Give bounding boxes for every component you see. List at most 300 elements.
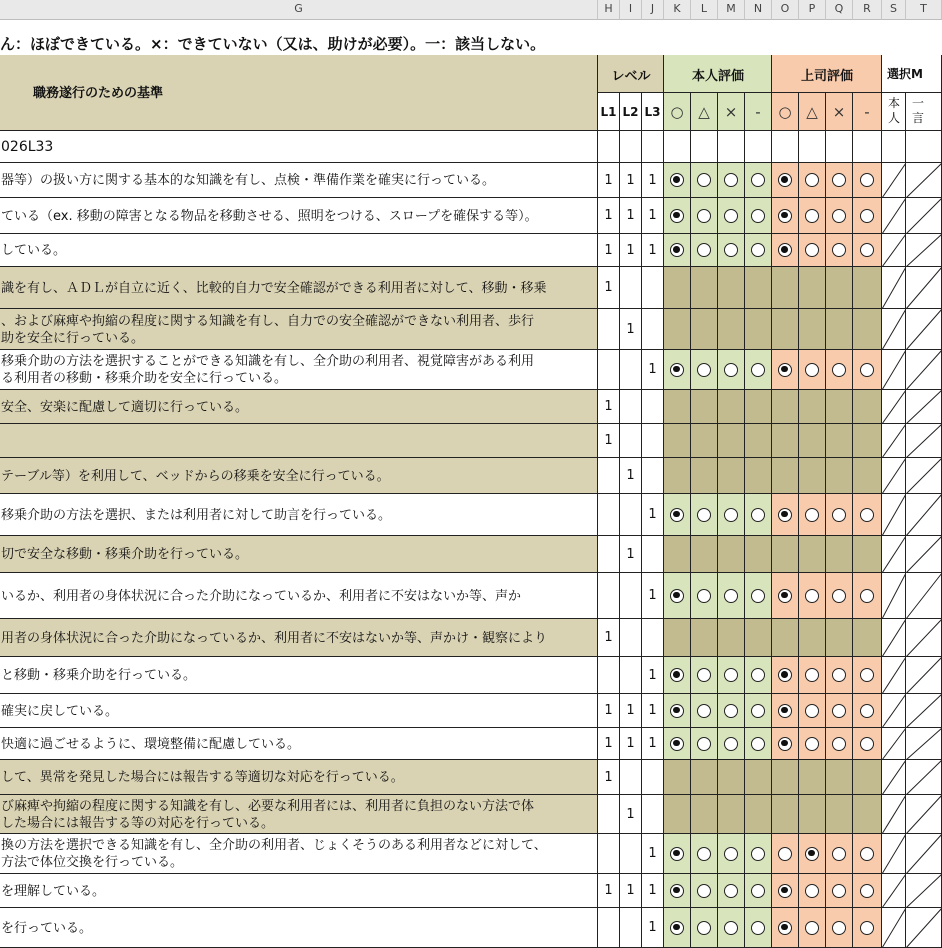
level-cell[interactable] [642, 424, 664, 458]
level-cell[interactable]: 1 [620, 234, 642, 267]
boss-eval-cell[interactable] [853, 834, 882, 874]
select-cell[interactable] [906, 694, 942, 728]
radio-button[interactable] [697, 508, 711, 522]
self-eval-cell[interactable] [718, 834, 745, 874]
level-cell[interactable]: 1 [598, 267, 620, 309]
column-letter[interactable]: I [620, 0, 642, 20]
self-eval-cell[interactable] [691, 795, 718, 834]
select-cell[interactable] [882, 834, 906, 874]
radio-button[interactable] [832, 847, 846, 861]
self-eval-cell[interactable] [664, 908, 691, 948]
radio-button[interactable] [724, 508, 738, 522]
level-cell[interactable] [620, 350, 642, 390]
level-cell[interactable] [642, 619, 664, 657]
self-eval-cell[interactable] [745, 234, 772, 267]
boss-eval-cell[interactable] [826, 536, 853, 573]
self-eval-cell[interactable] [745, 198, 772, 234]
select-cell[interactable] [882, 131, 906, 163]
select-cell[interactable] [882, 424, 906, 458]
select-cell[interactable] [882, 874, 906, 908]
boss-eval-cell[interactable] [799, 694, 826, 728]
level-cell[interactable]: 1 [642, 573, 664, 619]
level-cell[interactable] [620, 131, 642, 163]
radio-button[interactable] [778, 704, 792, 718]
self-eval-cell[interactable] [691, 494, 718, 536]
select-cell[interactable] [906, 267, 942, 309]
radio-button[interactable] [670, 921, 684, 935]
level-cell[interactable] [598, 131, 620, 163]
self-eval-cell[interactable] [718, 163, 745, 198]
self-eval-cell[interactable] [718, 458, 745, 494]
radio-button[interactable] [751, 884, 765, 898]
radio-button[interactable] [670, 884, 684, 898]
self-eval-cell[interactable] [664, 458, 691, 494]
boss-eval-cell[interactable] [826, 198, 853, 234]
radio-button[interactable] [832, 737, 846, 751]
criteria-cell[interactable] [0, 795, 598, 834]
select-cell[interactable] [906, 424, 942, 458]
radio-button[interactable] [832, 668, 846, 682]
self-eval-cell[interactable] [718, 131, 745, 163]
radio-button[interactable] [860, 884, 874, 898]
self-eval-cell[interactable] [664, 760, 691, 795]
self-eval-cell[interactable] [718, 309, 745, 350]
select-cell[interactable] [906, 619, 942, 657]
self-eval-cell[interactable] [718, 390, 745, 424]
level-cell[interactable] [620, 657, 642, 694]
boss-eval-cell[interactable] [826, 694, 853, 728]
criteria-cell[interactable] [0, 309, 598, 350]
self-eval-cell[interactable] [664, 694, 691, 728]
radio-button[interactable] [697, 921, 711, 935]
column-letter[interactable]: R [853, 0, 882, 20]
self-eval-cell[interactable] [745, 874, 772, 908]
self-eval-cell[interactable] [718, 694, 745, 728]
radio-button[interactable] [805, 884, 819, 898]
select-cell[interactable] [882, 536, 906, 573]
criteria-cell[interactable] [0, 198, 598, 234]
boss-eval-cell[interactable] [772, 536, 799, 573]
self-eval-cell[interactable] [664, 390, 691, 424]
select-cell[interactable] [882, 795, 906, 834]
level-cell[interactable]: 1 [620, 694, 642, 728]
level-cell[interactable] [620, 424, 642, 458]
boss-eval-cell[interactable] [772, 234, 799, 267]
radio-button[interactable] [805, 847, 819, 861]
column-letter[interactable]: N [745, 0, 772, 20]
radio-button[interactable] [778, 847, 792, 861]
radio-button[interactable] [778, 508, 792, 522]
level-cell[interactable] [642, 309, 664, 350]
select-cell[interactable] [882, 390, 906, 424]
self-eval-cell[interactable] [745, 760, 772, 795]
boss-eval-cell[interactable] [799, 458, 826, 494]
self-eval-cell[interactable] [691, 619, 718, 657]
self-eval-cell[interactable] [718, 573, 745, 619]
boss-eval-cell[interactable] [853, 908, 882, 948]
boss-eval-cell[interactable] [826, 234, 853, 267]
level-cell[interactable]: 1 [642, 198, 664, 234]
radio-button[interactable] [697, 173, 711, 187]
boss-eval-cell[interactable] [772, 619, 799, 657]
select-cell[interactable] [906, 458, 942, 494]
select-cell[interactable] [906, 163, 942, 198]
select-cell[interactable] [906, 795, 942, 834]
radio-button[interactable] [724, 921, 738, 935]
radio-button[interactable] [751, 704, 765, 718]
radio-button[interactable] [832, 243, 846, 257]
boss-eval-cell[interactable] [799, 390, 826, 424]
boss-eval-cell[interactable] [772, 795, 799, 834]
select-cell[interactable] [882, 657, 906, 694]
radio-button[interactable] [751, 589, 765, 603]
level-cell[interactable]: 1 [620, 198, 642, 234]
select-cell[interactable] [906, 198, 942, 234]
self-eval-cell[interactable] [691, 536, 718, 573]
self-eval-cell[interactable] [718, 350, 745, 390]
self-eval-cell[interactable] [664, 536, 691, 573]
radio-button[interactable] [832, 884, 846, 898]
boss-eval-cell[interactable] [799, 760, 826, 795]
column-letter[interactable]: T [906, 0, 942, 20]
radio-button[interactable] [697, 668, 711, 682]
level-cell[interactable]: 1 [642, 234, 664, 267]
select-cell[interactable] [882, 267, 906, 309]
select-cell[interactable] [882, 458, 906, 494]
level-cell[interactable] [620, 573, 642, 619]
self-eval-cell[interactable] [718, 536, 745, 573]
boss-eval-cell[interactable] [826, 494, 853, 536]
boss-eval-cell[interactable] [826, 350, 853, 390]
boss-eval-cell[interactable] [772, 424, 799, 458]
boss-eval-cell[interactable] [853, 657, 882, 694]
boss-eval-cell[interactable] [772, 309, 799, 350]
radio-button[interactable] [860, 508, 874, 522]
self-eval-cell[interactable] [691, 458, 718, 494]
radio-button[interactable] [724, 704, 738, 718]
self-eval-cell[interactable] [691, 267, 718, 309]
radio-button[interactable] [832, 209, 846, 223]
radio-button[interactable] [860, 704, 874, 718]
boss-eval-cell[interactable] [772, 694, 799, 728]
radio-button[interactable] [860, 243, 874, 257]
self-eval-cell[interactable] [745, 536, 772, 573]
self-eval-cell[interactable] [745, 619, 772, 657]
self-eval-cell[interactable] [664, 573, 691, 619]
boss-eval-cell[interactable] [853, 198, 882, 234]
radio-button[interactable] [697, 737, 711, 751]
column-letter[interactable]: P [799, 0, 826, 20]
self-eval-cell[interactable] [664, 163, 691, 198]
level-cell[interactable] [598, 834, 620, 874]
level-cell[interactable] [598, 795, 620, 834]
level-cell[interactable] [642, 536, 664, 573]
level-cell[interactable] [642, 458, 664, 494]
self-eval-cell[interactable] [745, 795, 772, 834]
boss-eval-cell[interactable] [799, 728, 826, 760]
radio-button[interactable] [751, 847, 765, 861]
radio-button[interactable] [778, 921, 792, 935]
level-cell[interactable] [642, 267, 664, 309]
self-eval-cell[interactable] [664, 234, 691, 267]
criteria-cell[interactable] [0, 458, 598, 494]
select-cell[interactable] [882, 908, 906, 948]
radio-button[interactable] [860, 363, 874, 377]
criteria-cell[interactable] [0, 494, 598, 536]
level-cell[interactable]: 1 [598, 728, 620, 760]
self-eval-cell[interactable] [745, 458, 772, 494]
radio-button[interactable] [751, 508, 765, 522]
boss-eval-cell[interactable] [826, 619, 853, 657]
radio-button[interactable] [805, 668, 819, 682]
criteria-cell[interactable] [0, 234, 598, 267]
criteria-cell[interactable] [0, 390, 598, 424]
select-cell[interactable] [882, 350, 906, 390]
select-cell[interactable] [906, 760, 942, 795]
radio-button[interactable] [751, 243, 765, 257]
boss-eval-cell[interactable] [826, 390, 853, 424]
self-eval-cell[interactable] [718, 657, 745, 694]
select-cell[interactable] [882, 760, 906, 795]
level-cell[interactable]: 1 [642, 657, 664, 694]
level-cell[interactable] [620, 908, 642, 948]
boss-eval-cell[interactable] [826, 131, 853, 163]
boss-eval-cell[interactable] [826, 309, 853, 350]
self-eval-cell[interactable] [691, 728, 718, 760]
level-cell[interactable]: 1 [598, 694, 620, 728]
radio-button[interactable] [805, 243, 819, 257]
boss-eval-cell[interactable] [772, 874, 799, 908]
level-cell[interactable]: 1 [642, 350, 664, 390]
level-cell[interactable] [642, 131, 664, 163]
boss-eval-cell[interactable] [853, 131, 882, 163]
boss-eval-cell[interactable] [853, 874, 882, 908]
self-eval-cell[interactable] [745, 163, 772, 198]
select-cell[interactable] [882, 573, 906, 619]
level-cell[interactable]: 1 [620, 795, 642, 834]
radio-button[interactable] [860, 737, 874, 751]
boss-eval-cell[interactable] [799, 795, 826, 834]
boss-eval-cell[interactable] [799, 163, 826, 198]
column-letter[interactable]: H [598, 0, 620, 20]
criteria-cell[interactable] [0, 619, 598, 657]
select-cell[interactable] [906, 728, 942, 760]
radio-button[interactable] [670, 847, 684, 861]
boss-eval-cell[interactable] [853, 267, 882, 309]
boss-eval-cell[interactable] [826, 908, 853, 948]
boss-eval-cell[interactable] [799, 350, 826, 390]
level-cell[interactable] [598, 657, 620, 694]
criteria-cell[interactable] [0, 874, 598, 908]
radio-button[interactable] [751, 173, 765, 187]
radio-button[interactable] [860, 668, 874, 682]
select-cell[interactable] [906, 494, 942, 536]
select-cell[interactable] [882, 494, 906, 536]
criteria-cell[interactable] [0, 131, 598, 163]
self-eval-cell[interactable] [664, 350, 691, 390]
boss-eval-cell[interactable] [826, 573, 853, 619]
select-cell[interactable] [906, 834, 942, 874]
self-eval-cell[interactable] [745, 834, 772, 874]
boss-eval-cell[interactable] [853, 536, 882, 573]
criteria-cell[interactable] [0, 424, 598, 458]
level-cell[interactable] [620, 267, 642, 309]
radio-button[interactable] [860, 847, 874, 861]
select-cell[interactable] [882, 163, 906, 198]
level-cell[interactable]: 1 [620, 874, 642, 908]
self-eval-cell[interactable] [691, 694, 718, 728]
self-eval-cell[interactable] [718, 874, 745, 908]
level-cell[interactable] [598, 536, 620, 573]
boss-eval-cell[interactable] [826, 424, 853, 458]
self-eval-cell[interactable] [691, 760, 718, 795]
self-eval-cell[interactable] [664, 728, 691, 760]
self-eval-cell[interactable] [691, 198, 718, 234]
radio-button[interactable] [778, 737, 792, 751]
boss-eval-cell[interactable] [826, 874, 853, 908]
level-cell[interactable] [598, 908, 620, 948]
criteria-cell[interactable] [0, 760, 598, 795]
boss-eval-cell[interactable] [853, 494, 882, 536]
level-cell[interactable] [642, 795, 664, 834]
boss-eval-cell[interactable] [772, 908, 799, 948]
criteria-cell[interactable] [0, 908, 598, 948]
boss-eval-cell[interactable] [853, 234, 882, 267]
self-eval-cell[interactable] [691, 657, 718, 694]
radio-button[interactable] [670, 173, 684, 187]
radio-button[interactable] [860, 173, 874, 187]
self-eval-cell[interactable] [745, 424, 772, 458]
radio-button[interactable] [751, 363, 765, 377]
boss-eval-cell[interactable] [799, 494, 826, 536]
level-cell[interactable] [598, 573, 620, 619]
boss-eval-cell[interactable] [799, 267, 826, 309]
boss-eval-cell[interactable] [772, 657, 799, 694]
radio-button[interactable] [778, 589, 792, 603]
radio-button[interactable] [670, 508, 684, 522]
radio-button[interactable] [751, 209, 765, 223]
column-letter[interactable]: L [691, 0, 718, 20]
select-cell[interactable] [906, 657, 942, 694]
level-cell[interactable]: 1 [598, 619, 620, 657]
self-eval-cell[interactable] [718, 234, 745, 267]
radio-button[interactable] [724, 737, 738, 751]
boss-eval-cell[interactable] [853, 163, 882, 198]
level-cell[interactable]: 1 [642, 728, 664, 760]
boss-eval-cell[interactable] [772, 267, 799, 309]
self-eval-cell[interactable] [718, 198, 745, 234]
criteria-cell[interactable] [0, 573, 598, 619]
level-cell[interactable] [598, 458, 620, 494]
level-cell[interactable] [620, 390, 642, 424]
self-eval-cell[interactable] [718, 760, 745, 795]
boss-eval-cell[interactable] [853, 573, 882, 619]
boss-eval-cell[interactable] [772, 198, 799, 234]
boss-eval-cell[interactable] [772, 494, 799, 536]
boss-eval-cell[interactable] [772, 728, 799, 760]
radio-button[interactable] [832, 508, 846, 522]
radio-button[interactable] [724, 589, 738, 603]
boss-eval-cell[interactable] [826, 728, 853, 760]
boss-eval-cell[interactable] [799, 309, 826, 350]
radio-button[interactable] [724, 243, 738, 257]
radio-button[interactable] [751, 921, 765, 935]
boss-eval-cell[interactable] [826, 657, 853, 694]
column-letter[interactable]: M [718, 0, 745, 20]
self-eval-cell[interactable] [718, 424, 745, 458]
self-eval-cell[interactable] [718, 494, 745, 536]
level-cell[interactable] [620, 494, 642, 536]
self-eval-cell[interactable] [745, 267, 772, 309]
radio-button[interactable] [778, 884, 792, 898]
self-eval-cell[interactable] [745, 390, 772, 424]
self-eval-cell[interactable] [664, 267, 691, 309]
boss-eval-cell[interactable] [826, 760, 853, 795]
boss-eval-cell[interactable] [799, 234, 826, 267]
self-eval-cell[interactable] [745, 350, 772, 390]
self-eval-cell[interactable] [745, 728, 772, 760]
radio-button[interactable] [805, 704, 819, 718]
radio-button[interactable] [670, 737, 684, 751]
level-cell[interactable]: 1 [642, 874, 664, 908]
radio-button[interactable] [670, 243, 684, 257]
select-cell[interactable] [906, 908, 942, 948]
column-letter[interactable]: J [642, 0, 664, 20]
boss-eval-cell[interactable] [853, 694, 882, 728]
select-cell[interactable] [882, 234, 906, 267]
boss-eval-cell[interactable] [826, 834, 853, 874]
radio-button[interactable] [724, 668, 738, 682]
self-eval-cell[interactable] [745, 657, 772, 694]
self-eval-cell[interactable] [664, 309, 691, 350]
radio-button[interactable] [724, 173, 738, 187]
self-eval-cell[interactable] [664, 424, 691, 458]
level-cell[interactable] [620, 619, 642, 657]
boss-eval-cell[interactable] [826, 163, 853, 198]
radio-button[interactable] [805, 508, 819, 522]
radio-button[interactable] [697, 243, 711, 257]
radio-button[interactable] [697, 704, 711, 718]
boss-eval-cell[interactable] [772, 834, 799, 874]
level-cell[interactable]: 1 [642, 908, 664, 948]
self-eval-cell[interactable] [664, 657, 691, 694]
select-cell[interactable] [906, 234, 942, 267]
self-eval-cell[interactable] [718, 619, 745, 657]
radio-button[interactable] [697, 589, 711, 603]
level-cell[interactable]: 1 [598, 390, 620, 424]
select-cell[interactable] [882, 694, 906, 728]
radio-button[interactable] [860, 589, 874, 603]
self-eval-cell[interactable] [664, 834, 691, 874]
boss-eval-cell[interactable] [799, 834, 826, 874]
level-cell[interactable]: 1 [598, 198, 620, 234]
radio-button[interactable] [832, 589, 846, 603]
self-eval-cell[interactable] [664, 131, 691, 163]
criteria-cell[interactable] [0, 657, 598, 694]
self-eval-cell[interactable] [691, 234, 718, 267]
select-cell[interactable] [906, 350, 942, 390]
boss-eval-cell[interactable] [799, 874, 826, 908]
level-cell[interactable] [598, 494, 620, 536]
radio-button[interactable] [805, 589, 819, 603]
boss-eval-cell[interactable] [853, 350, 882, 390]
self-eval-cell[interactable] [664, 198, 691, 234]
self-eval-cell[interactable] [691, 573, 718, 619]
column-letter[interactable]: K [664, 0, 691, 20]
level-cell[interactable] [620, 834, 642, 874]
boss-eval-cell[interactable] [799, 198, 826, 234]
radio-button[interactable] [832, 173, 846, 187]
